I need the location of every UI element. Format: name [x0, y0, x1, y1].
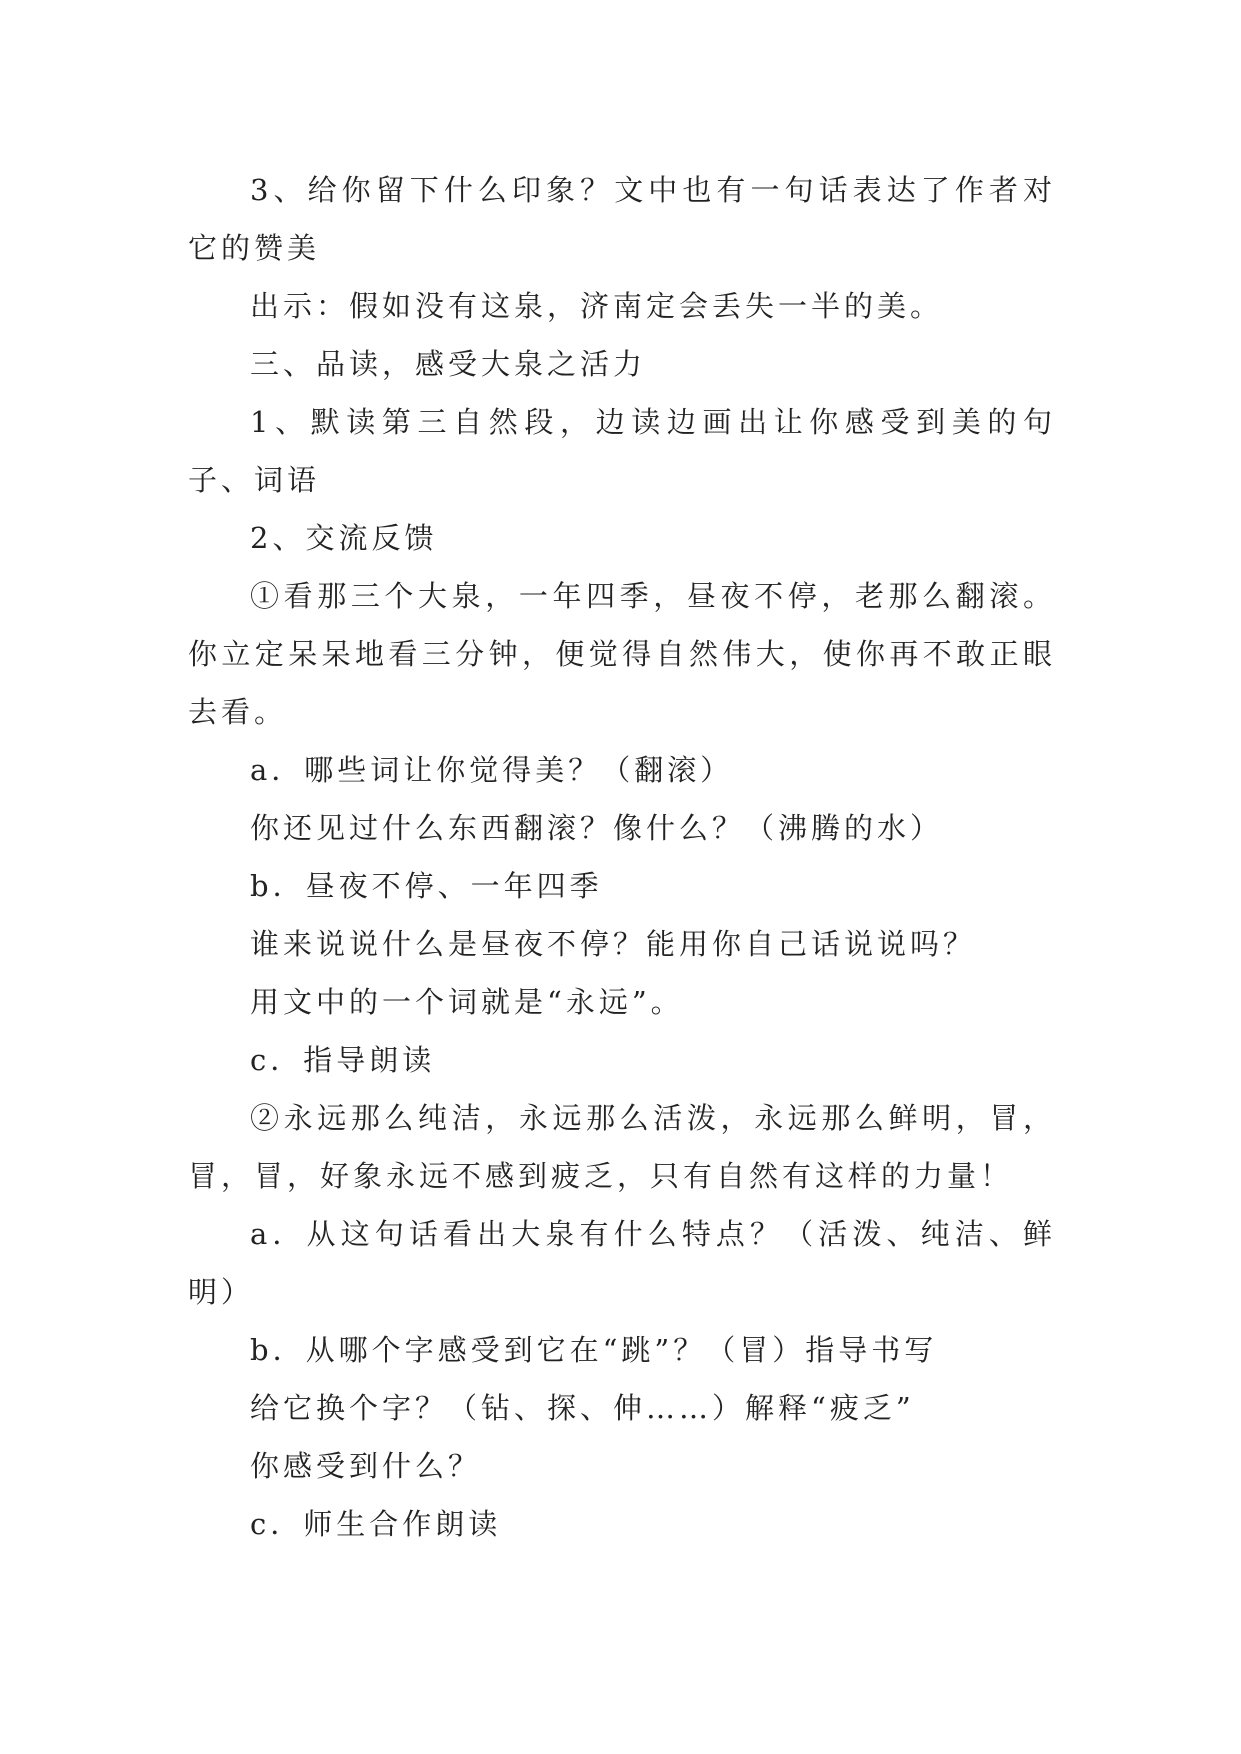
paragraph: 给它换个字？（钻、探、伸……）解释“疲乏” [250, 1391, 915, 1425]
document-body [188, 161, 1056, 1553]
quoted-passage: ①看那三个大泉，一年四季，昼夜不停，老那么翻滚。你立定呆呆地看三分钟，便觉得自然伟大，使你再不敢正眼去看。 [188, 579, 1056, 729]
paragraph: 出示：假如没有这泉，济南定会丢失一半的美。 [250, 289, 944, 323]
paragraph: a．哪些词让你觉得美？（翻滚） [250, 753, 734, 787]
paragraph: 你还见过什么东西翻滚？像什么？（沸腾的水） [250, 811, 944, 845]
section-heading: 三、品读，感受大泉之活力 [250, 347, 647, 381]
paragraph: b．从哪个字感受到它在“跳”？（冒）指导书写 [250, 1333, 938, 1367]
paragraph: 用文中的一个词就是“永远”。 [250, 985, 684, 1019]
paragraph: 你感受到什么？ [250, 1449, 482, 1483]
paragraph: 3、给你留下什么印象？文中也有一句话表达了作者对它的赞美 [188, 173, 1056, 265]
paragraph: b．昼夜不停、一年四季 [250, 869, 603, 903]
quoted-passage: ②永远那么纯洁，永远那么活泼，永远那么鲜明，冒，冒，冒，好象永远不感到疲乏，只有自然有这样的力量！ [188, 1101, 1056, 1193]
paragraph: 谁来说说什么是昼夜不停？能用你自己话说说吗？ [250, 927, 977, 961]
paragraph: 2、交流反馈 [250, 521, 438, 555]
paragraph: c．指导朗读 [250, 1043, 436, 1077]
paragraph: 1、默读第三自然段，边读边画出让你感受到美的句子、词语 [188, 405, 1056, 497]
paragraph: a．从这句话看出大泉有什么特点？（活泼、纯洁、鲜明） [188, 1217, 1056, 1309]
paragraph: c．师生合作朗读 [250, 1507, 502, 1541]
